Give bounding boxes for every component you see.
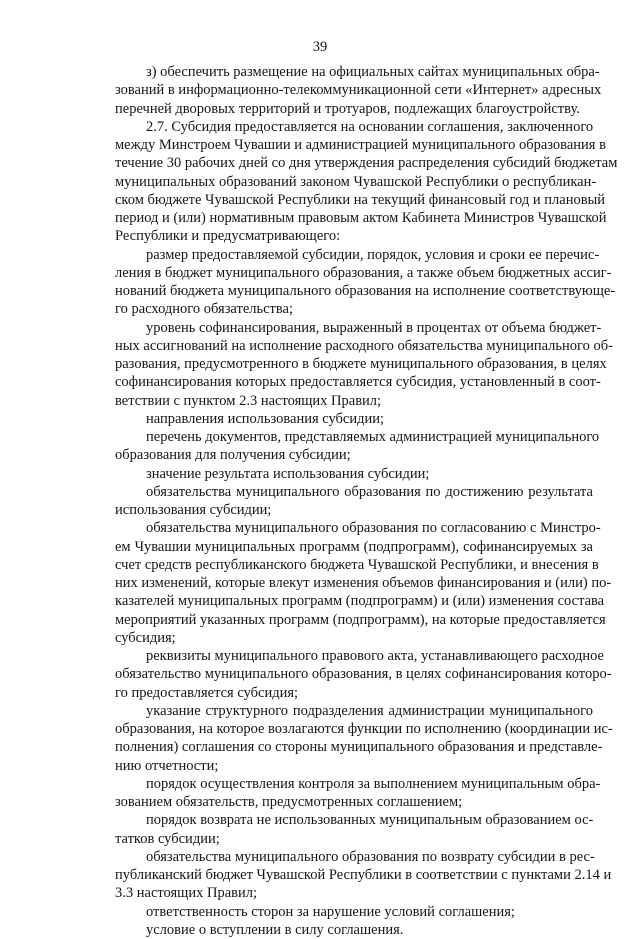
text-line: ответственность сторон за нарушение условий соглашения; xyxy=(146,903,515,920)
text-line: ветствии с пунктом 2.3 настоящих Правил; xyxy=(115,392,382,409)
text-line: разования, предусмотренного в бюджете муниципального образования, в целях xyxy=(115,356,607,372)
paragraph xyxy=(115,775,601,812)
text-line: го предоставляется субсидия; xyxy=(115,684,299,701)
text-line: счет средств республиканского бюджета Чувашской Республики, и внесения в xyxy=(115,556,599,573)
text-line: з) обеспечить размещение на официальных сайтах муниципальных обра- xyxy=(146,64,600,80)
paragraph xyxy=(115,811,593,848)
text-line: публиканский бюджет Чувашской Республики в соответствии с пунктами 2.14 и xyxy=(115,867,612,883)
paragraph xyxy=(115,118,618,246)
paragraph xyxy=(115,903,593,921)
text-line: перечень документов, представляемых администрацией муниципального xyxy=(146,429,600,445)
page-number: 39 xyxy=(312,39,328,55)
text-line: направления использования субсидии; xyxy=(146,410,385,427)
text-line: полнения) соглашения со стороны муниципального образования и представле- xyxy=(115,739,603,756)
text-line: порядок возврата не использованных муниципальным образованием ос- xyxy=(146,812,594,829)
paragraph xyxy=(115,63,602,118)
text-line: 2.7. Субсидия предоставляется на основании соглашения, заключенного xyxy=(146,118,594,135)
text-line: образования для получения субсидии; xyxy=(115,447,351,464)
text-line: обязательства муниципального образования по согласованию с Минстро- xyxy=(146,520,601,537)
document-body xyxy=(115,63,618,939)
text-line: зованием обязательств, предусмотренных соглашением; xyxy=(115,794,463,810)
text-line: го расходного обязательства; xyxy=(115,301,294,318)
text-line: условие о вступлении в силу соглашения. xyxy=(146,921,404,938)
paragraph xyxy=(115,921,593,939)
text-line: ных ассигнований на исполнение расходного обязательства муниципального об- xyxy=(115,337,613,354)
text-line: ления в бюджет муниципального образования, а также объем бюджетных ассиг- xyxy=(115,264,612,281)
paragraph xyxy=(115,647,612,702)
text-line: образования, на которое возлагаются функции по исполнению (координации ис- xyxy=(115,721,613,737)
paragraph xyxy=(115,246,616,319)
text-line: них изменений, которые влекут изменения объемов финансирования и (или) по- xyxy=(115,575,612,591)
text-line: между Минстроем Чувашии и администрацией муниципального образования в xyxy=(115,137,606,153)
text-line: субсидия; xyxy=(115,629,176,646)
text-line: обязательство муниципального образования, в целях софинансирования которо- xyxy=(115,666,612,683)
text-line: ском бюджете Чувашской Республики на текущий финансовый год и плановый xyxy=(115,191,606,208)
paragraph xyxy=(115,483,593,520)
paragraph xyxy=(115,319,613,410)
text-line: Республики и предусматривающего: xyxy=(115,228,341,245)
text-line: перечней дворовых территорий и тротуаров, подлежащих благоустройству. xyxy=(115,100,580,117)
text-line: зований в информационно-телекоммуникационной сети «Интернет» адресных xyxy=(115,82,602,99)
text-line: нию отчетности; xyxy=(115,757,219,774)
text-line: обязательства муниципального образования по достижению результата xyxy=(146,483,593,500)
text-line: ем Чувашии муниципальных программ (подпрограмм), софинансируемых за xyxy=(115,538,593,555)
text-line: значение результата использования субсидии; xyxy=(146,465,430,482)
text-line: нований бюджета муниципального образования на исполнение соответствующе- xyxy=(115,283,616,299)
text-line: казателей муниципальных программ (подпрограмм) и (или) изменения состава xyxy=(115,593,605,610)
text-line: татков субсидии; xyxy=(115,830,220,847)
paragraph xyxy=(115,702,613,775)
paragraph xyxy=(115,465,593,483)
text-line: указание структурного подразделения администрации муниципального xyxy=(146,702,593,719)
paragraph xyxy=(115,428,600,465)
text-line: муниципальных образований законом Чувашской Республики о республикан- xyxy=(115,173,597,190)
text-line: период и (или) нормативным правовым актом Кабинета Министров Чувашской xyxy=(115,210,607,226)
paragraph xyxy=(115,519,612,647)
text-line: реквизиты муниципального правового акта, устанавливающего расходное xyxy=(146,648,604,664)
text-line: 3.3 настоящих Правил; xyxy=(115,885,257,902)
text-line: мероприятий указанных программ (подпрограмм), на которые предоставляется xyxy=(115,611,606,628)
paragraph xyxy=(115,848,612,903)
text-line: использования субсидии; xyxy=(115,502,272,518)
text-line: размер предоставляемой субсидии, порядок, условия и сроки ее перечис- xyxy=(146,246,600,263)
text-line: течение 30 рабочих дней со дня утверждения распределения субсидий бюджетам xyxy=(115,155,618,172)
text-line: софинансирования которых предоставляется субсидия, установленный в соот- xyxy=(115,374,601,391)
text-line: обязательства муниципального образования по возврату субсидии в рес- xyxy=(146,848,595,865)
paragraph xyxy=(115,410,593,428)
text-line: уровень софинансирования, выраженный в процентах от объема бюджет- xyxy=(146,319,602,336)
text-line: порядок осуществления контроля за выполнением муниципальным обра- xyxy=(146,775,601,792)
